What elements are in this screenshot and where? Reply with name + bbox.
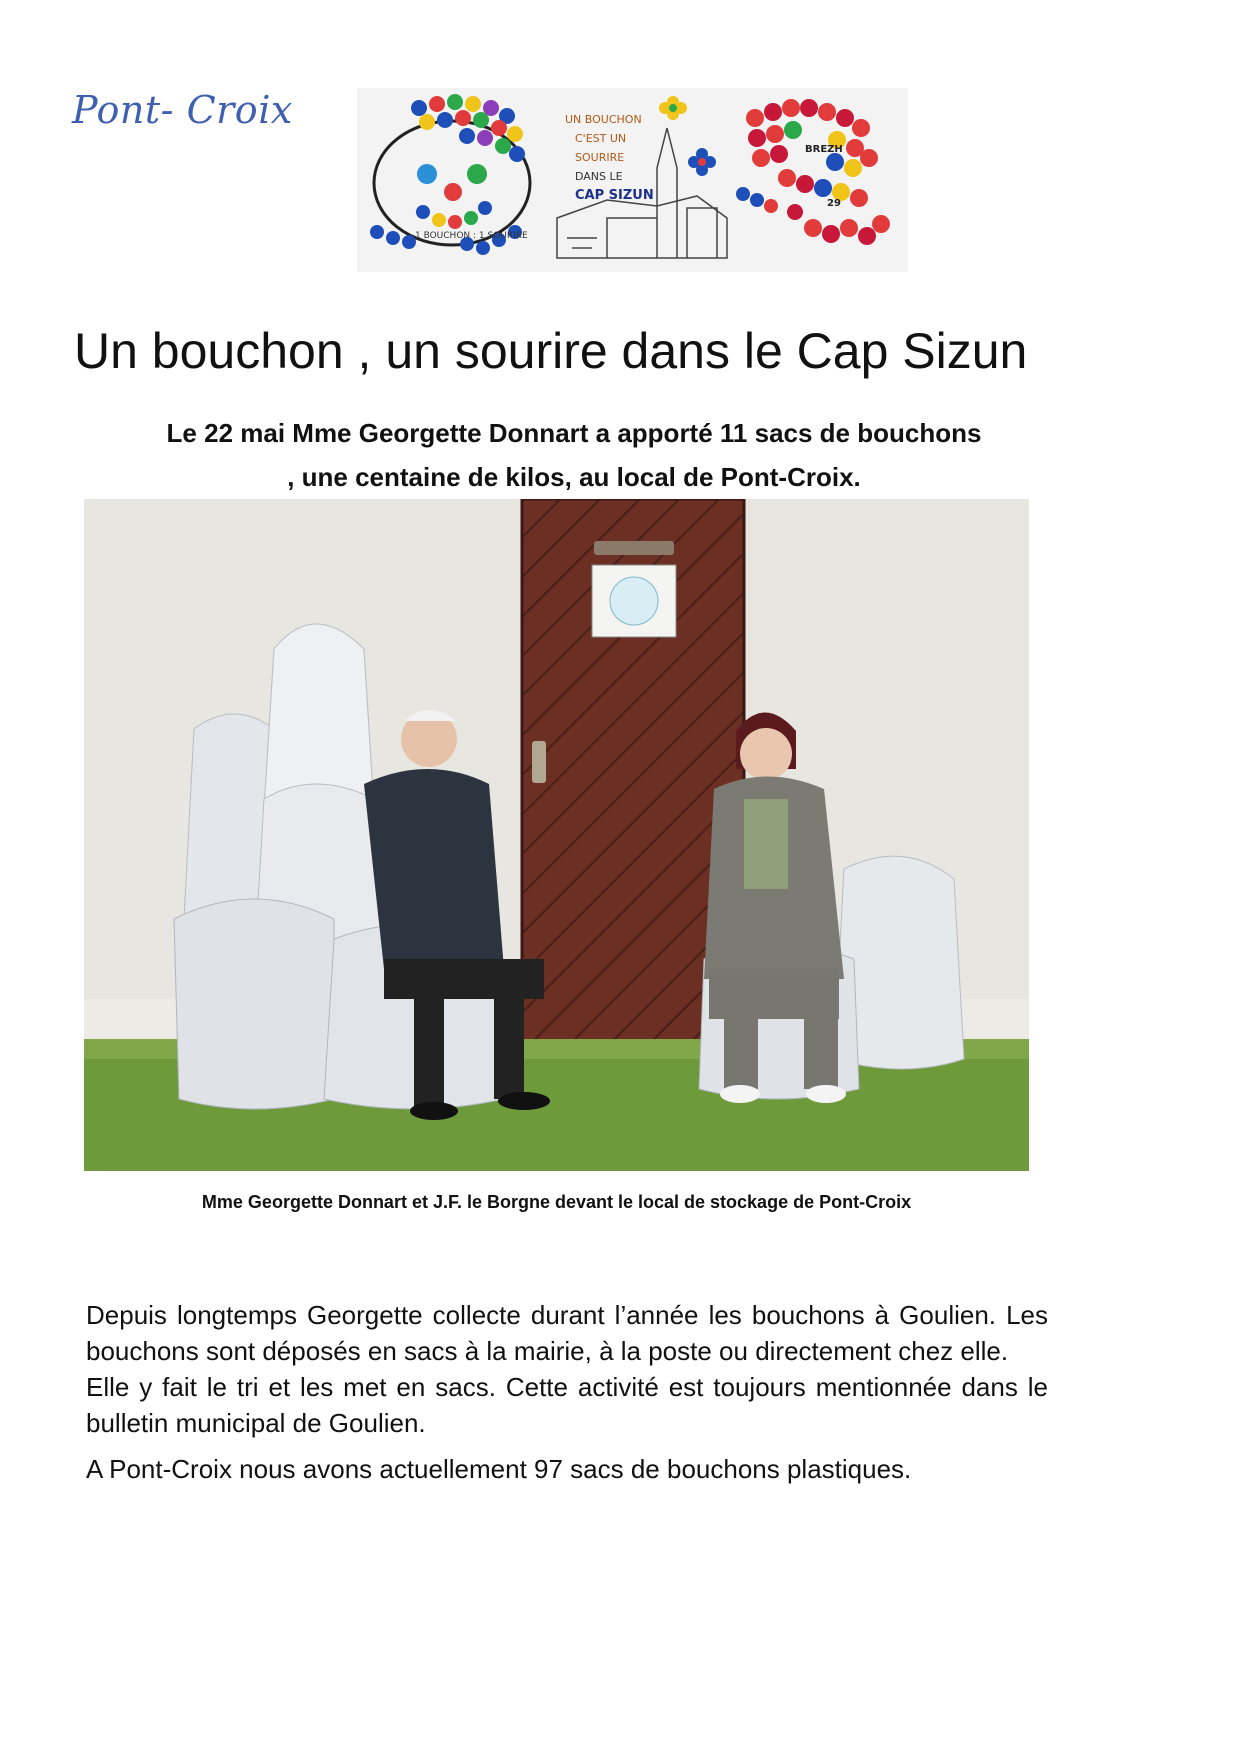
letter-slot — [594, 541, 674, 555]
storage-photo — [84, 499, 1029, 1171]
article-title: Un bouchon , un sourire dans le Cap Sizun — [74, 323, 1028, 379]
article-body — [86, 1297, 1048, 1487]
banner-line-3: DANS LE — [575, 170, 623, 183]
paragraph-1: Depuis longtemps Georgette collecte durant l’année les bouchons à Goulien. Les bouchons sont déposés en sacs à la mairie, à la poste ou directement chez elle. — [86, 1300, 1048, 1366]
photo-illustration — [84, 499, 1029, 1171]
banner-slogan — [565, 110, 675, 205]
right-logo-text: BREZH — [805, 144, 843, 155]
breizh-map-logo — [736, 99, 890, 245]
banner-line-1: UN BOUCHON — [565, 113, 642, 126]
article-subtitle — [74, 411, 1074, 499]
flower-icon — [688, 148, 716, 176]
paragraph-2: Elle y fait le tri et les met en sacs. Cette activité est toujours mentionnée dans le bulletin municipal de Goulien. — [86, 1372, 1048, 1438]
town-title: Pont- Croix — [72, 88, 293, 132]
door-handle — [532, 741, 546, 783]
subtitle-line-2: , une centaine de kilos, au local de Pont-Croix. — [287, 462, 861, 492]
paragraph-3: A Pont-Croix nous avons actuellement 97 sacs de bouchons plastiques. — [86, 1454, 912, 1484]
association-banner — [357, 88, 908, 272]
subtitle-line-1: Le 22 mai Mme Georgette Donnart a apporté 11 sacs de bouchons — [166, 418, 982, 448]
banner-line-4: CAP SIZUN — [575, 188, 654, 203]
left-logo-text: 1 BOUCHON : 1 SOURIRE — [415, 231, 528, 241]
banner-line-2: C'EST UN SOURIRE — [575, 132, 627, 164]
right-logo-number: 29 — [827, 198, 841, 209]
photo-caption: Mme Georgette Donnart et J.F. le Borgne devant le local de stockage de Pont-Croix — [201, 1192, 912, 1212]
